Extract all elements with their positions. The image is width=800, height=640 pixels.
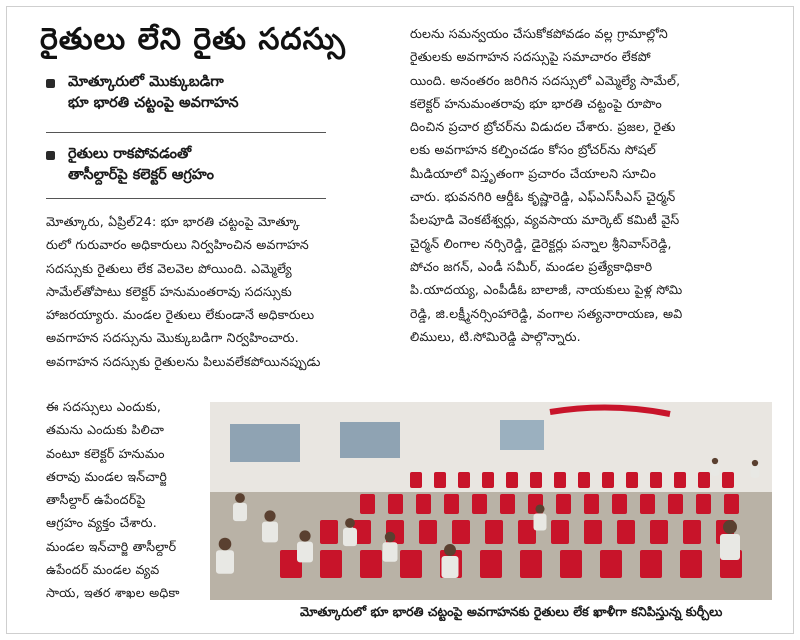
article-column-1 [46,210,398,373]
subhead-2-line-1: రైతులు రాకపోవడంతో [68,146,192,162]
hall-photo [210,402,772,600]
chair [626,472,638,488]
article-line: పోచం జగన్, ఎండీ సమీర్, మండల ప్రత్యేకాధికారి [410,258,653,274]
article-line: సదస్సుకు రైతులు లేక వెలవెల పోయింది. ఎమ్మెల్యే [46,260,292,276]
chair [320,520,338,544]
chair [360,550,382,578]
chair [506,472,518,488]
chair [434,472,446,488]
photo-caption: మోత్కూరులో భూ భారతి చట్టంపై అవగాహనకు రైతులు లేక ఖాళీగా కనిపిస్తున్న కుర్చీలు [300,604,723,619]
chair [458,472,470,488]
chair [388,494,403,514]
chair [600,550,622,578]
article-line: రులో గురువారం అధికారులు నిర్వహించిన అవగాహన [46,237,309,253]
article-line: చారు. భువనగిరి ఆర్డీఓ కృష్ణారెడ్డి, ఎఫ్‌ఎస్‌సీఎస్ చైర్మన్ [410,189,676,205]
empty-chairs-photo [210,402,772,600]
chair [680,550,702,578]
article-line: దించిన ప్రచార బ్రోచర్‌ను విడుదల చేశారు. ప్రజల, రైతు [410,119,676,135]
window [500,420,544,450]
chair [674,472,686,488]
chair [360,494,375,514]
article-line: లిములు, టి.సోమిరెడ్డి పాల్గొన్నారు. [410,328,581,344]
article-line: తాసీల్దార్ ఉపేందర్‌పై [46,492,146,508]
article-line: మీడియాలో విస్తృతంగా ప్రచారం చేయాలని సూచిం [410,165,657,181]
article-line: రెడ్డి, జి.లక్ష్మీనర్సింహారెడ్డి, వంగాల సత్యనారాయణ, అవి [410,305,683,321]
subhead-1 [46,72,336,114]
article-line: రైతులకు అవగాహన సదస్సుపై సమాచారం లేకపో [410,49,651,65]
article-line: తమను ఎందుకు పిలిచా [46,422,165,438]
chair [668,494,683,514]
article-line: ఈ సదస్సులు ఎందుకు, [46,399,162,414]
chair [551,520,569,544]
article-line: పి.యాదయ్య, ఎంపీడీఓ బాలాజీ, నాయకులు పైళ్ల సోమి [410,282,683,298]
chair [612,494,627,514]
chair [400,550,422,578]
headline: రైతులు లేని రైతు సదస్సు [40,22,346,57]
chair [452,520,470,544]
chair [640,550,662,578]
chair [472,494,487,514]
article-line: మోత్కూరు, ఏప్రిల్24: భూ భారతి చట్టంపై మోత్కూ [46,214,300,229]
chair [724,494,739,514]
article-column-2 [410,22,792,348]
chair [617,520,635,544]
bullet-icon [46,151,55,160]
chair [602,472,614,488]
chair [410,472,422,488]
chair [584,520,602,544]
subhead-1-line-1: మోత్కూరులో మొక్కుబడిగా [68,74,224,90]
article-column-1-narrow [46,395,211,605]
chair [520,550,542,578]
article-line: పేలపూడి వెంకటేశ్వర్లు, వ్యవసాయ మార్కెట్ కమిటీ వైస్ [410,212,680,228]
window [230,424,300,462]
article-line: ఉపేందర్ మండల వ్యవ [46,562,160,578]
chair [696,494,711,514]
subhead-1-line-2: భూ భారతి చట్టంపై అవగాహన [68,95,239,111]
subhead-2 [46,144,336,186]
window [340,422,400,458]
chair [650,520,668,544]
chair [530,472,542,488]
article-line: ఆగ్రహం వ్యక్తం చేశారు. [46,515,157,531]
chair [416,494,431,514]
chair [500,494,515,514]
chair [556,494,571,514]
article-line: తరావు మండల ఇన్‌చార్జి [46,468,168,484]
article-line: అవగాహన సదస్సుకు రైతులను పిలువలేకపోయినప్పుడు [46,353,321,369]
chair [320,550,342,578]
hall-floor [210,492,772,600]
article-line: రులను సమన్వయం చేసుకోకపోవడం వల్ల గ్రామాల్లోని [410,26,668,41]
article-line: వంటూ కలెక్టర్ హనుమం [46,445,165,461]
chair [698,472,710,488]
chair [419,520,437,544]
divider [46,198,326,199]
chair [482,472,494,488]
chair [578,472,590,488]
chair [640,494,655,514]
article-line: కలెక్టర్ హనుమంతరావు భూ భారతి చట్టంపై రూపొం [410,95,662,111]
article-line: యింది. అనంతరం జరిగిన సదస్సులో ఎమ్మెల్యే సామేల్, [410,72,681,88]
chair [584,494,599,514]
chair [444,494,459,514]
article-line: అవగాహన సదస్సును మొక్కుబడిగా నిర్వహించారు. [46,330,299,346]
article-line: హాజరయ్యారు. మండల రైతులు లేకుండానే అధికారులు [46,307,315,323]
bullet-icon [46,79,55,88]
chair [722,472,734,488]
chair [485,520,503,544]
chair [518,520,536,544]
article-line: లకు అవగాహన కల్పించడం కోసం బ్రోచర్‌ను సోషల్ [410,142,657,158]
article-line: మండల ఇన్‌చార్జి తాసీల్దార్ [46,538,177,554]
article-line: సాయ, ఇతర శాఖల అధికా [46,585,180,601]
chair [650,472,662,488]
subhead-2-line-2: తాసీల్దార్‌పై కలెక్టర్ ఆగ్రహం [68,167,214,183]
article-line: సామేల్‌తోపాటు కలెక్టర్ హనుమంతరావు సదస్సుకు [46,283,292,299]
chair [683,520,701,544]
chair [554,472,566,488]
chair [560,550,582,578]
article-line: చైర్మన్ లింగాల నర్సిరెడ్డి, డైరెక్టర్లు పన్నాల శ్రీనివాస్‌రెడ్డి, [410,235,672,251]
chair [480,550,502,578]
divider [46,132,326,133]
